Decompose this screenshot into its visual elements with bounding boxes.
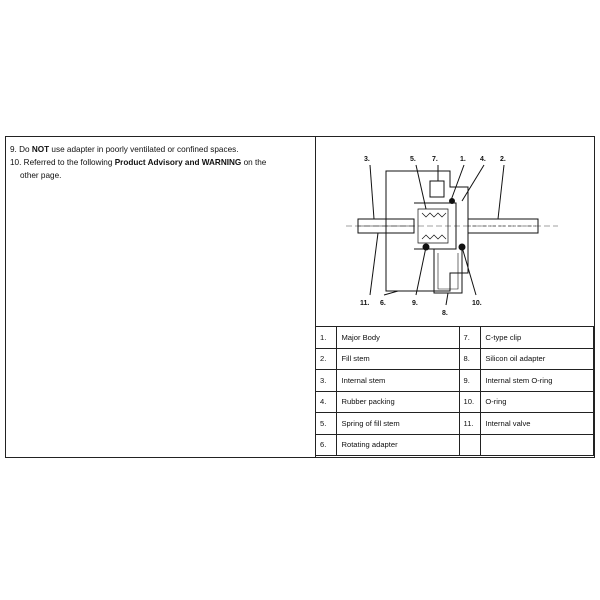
part-number: [459, 434, 481, 456]
part-name: [481, 434, 594, 456]
part-number: 9.: [459, 370, 481, 392]
adapter-cross-section: [318, 143, 593, 321]
part-number: 8.: [459, 348, 481, 370]
part-number: 1.: [316, 327, 337, 349]
notes-section: [10, 143, 312, 182]
callout-9: 9.: [412, 300, 418, 307]
callout-7: 7.: [432, 156, 438, 163]
part-name: Major Body: [337, 327, 459, 349]
note-10-emphasis: Product Advisory and WARNING: [114, 158, 242, 167]
part-number: 10.: [459, 391, 481, 413]
part-number: 3.: [316, 370, 337, 392]
instruction-panel: [5, 136, 595, 458]
note-10-suffix: on the: [241, 158, 267, 167]
part-name: Internal stem: [337, 370, 459, 392]
callout-5: 5.: [410, 156, 416, 163]
callout-11: 11.: [360, 300, 370, 307]
table-row: [316, 413, 594, 435]
part-name: C-type clip: [481, 327, 594, 349]
part-name: Internal stem O-ring: [481, 370, 594, 392]
part-number: 5.: [316, 413, 337, 435]
note-9: [10, 143, 312, 156]
note-10: [10, 156, 312, 169]
part-number: 7.: [459, 327, 481, 349]
part-name: Fill stem: [337, 348, 459, 370]
callout-4: 4.: [480, 156, 486, 163]
part-name: Internal valve: [481, 413, 594, 435]
parts-table: [315, 326, 594, 456]
note-9-suffix: use adapter in poorly ventilated or confined spaces.: [49, 145, 239, 154]
part-number: 11.: [459, 413, 481, 435]
adapter-diagram: [318, 143, 593, 321]
part-number: 6.: [316, 434, 337, 456]
part-name: O-ring: [481, 391, 594, 413]
part-name: Rotating adapter: [337, 434, 459, 456]
callout-10: 10.: [472, 300, 482, 307]
part-name: Silicon oil adapter: [481, 348, 594, 370]
part-number: 2.: [316, 348, 337, 370]
part-name: Rubber packing: [337, 391, 459, 413]
part-number: 4.: [316, 391, 337, 413]
table-row: [316, 348, 594, 370]
table-row: [316, 434, 594, 456]
callout-2: 2.: [500, 156, 506, 163]
table-row: [316, 370, 594, 392]
table-row: [316, 327, 594, 349]
callout-8: 8.: [442, 310, 448, 317]
note-10-prefix: 10. Referred to the following: [10, 158, 115, 167]
table-row: [316, 391, 594, 413]
note-9-prefix: 9. Do: [10, 145, 32, 154]
callout-1: 1.: [460, 156, 466, 163]
callout-6: 6.: [380, 300, 386, 307]
part-name: Spring of fill stem: [337, 413, 459, 435]
callout-3: 3.: [364, 156, 370, 163]
note-10-continuation: other page.: [20, 171, 62, 180]
note-9-emphasis: NOT: [31, 145, 50, 154]
